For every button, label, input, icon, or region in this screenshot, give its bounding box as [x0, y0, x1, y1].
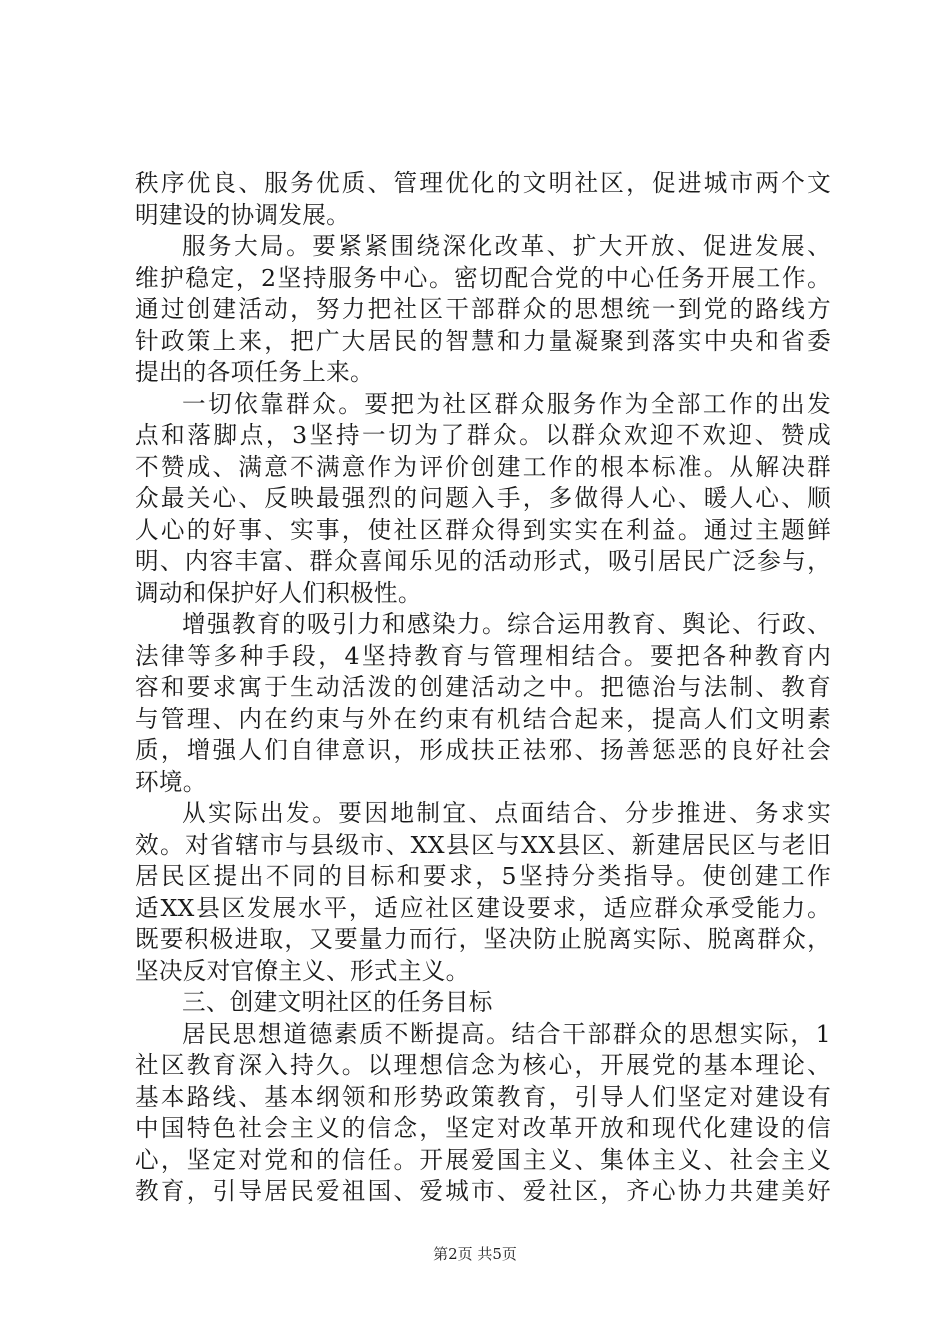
text-line: 居民思想道德素质不断提高。结合干部群众的思想实际，1	[182, 1019, 831, 1048]
text-line: 针政策上来，把广大居民的智慧和力量凝聚到落实中央和省委	[135, 326, 831, 355]
text-line: 基本路线、基本纲领和形势政策教育，引导人们坚定对建设有	[135, 1082, 831, 1111]
text-line: 人心的好事、实事，使社区群众得到实实在利益。通过主题鲜	[135, 515, 831, 544]
text-line: 不赞成、满意不满意作为评价创建工作的根本标准。从解决群	[135, 452, 831, 481]
text-line: 众最关心、反映最强烈的问题入手，多做得人心、暖人心、顺	[135, 484, 831, 512]
text-line: 教育，引导居民爱祖国、爱城市、爱社区，齐心协力共建美好	[135, 1177, 831, 1205]
text-line: 效。对省辖市与县级市、XX县区与XX县区、新建居民区与老旧	[135, 830, 831, 859]
section-heading: 三、创建文明社区的任务目标	[182, 988, 493, 1016]
text-line: 坚决反对官僚主义、形式主义。	[135, 956, 470, 985]
text-line: 一切依靠群众。要把为社区群众服务作为全部工作的出发	[182, 389, 831, 418]
page-number-footer: 第2页 共5页	[433, 1245, 517, 1263]
text-line: 质，增强人们自律意识，形成扶正祛邪、扬善惩恶的良好社会	[135, 736, 831, 764]
text-line: 通过创建活动，努力把社区干部群众的思想统一到党的路线方	[135, 295, 831, 323]
text-line: 提出的各项任务上来。	[135, 358, 374, 386]
text-line: 容和要求寓于生动活泼的创建活动之中。把德治与法制、教育	[135, 673, 831, 701]
text-line: 明建设的协调发展。	[135, 200, 351, 229]
text-line: 调动和保护好人们积极性。	[135, 578, 422, 607]
text-line: 增强教育的吸引力和感染力。综合运用教育、舆论、行政、	[182, 610, 831, 638]
text-line: 法律等多种手段，4坚持教育与管理相结合。要把各种教育内	[135, 641, 831, 670]
text-line: 秩序优良、服务优质、管理优化的文明社区，促进城市两个文	[135, 169, 831, 197]
text-line: 居民区提出不同的目标和要求，5坚持分类指导。使创建工作	[135, 862, 831, 890]
text-line: 服务大局。要紧紧围绕深化改革、扩大开放、促进发展、	[182, 232, 831, 260]
text-line: 中国特色社会主义的信念，坚定对改革开放和现代化建设的信	[135, 1114, 831, 1142]
text-line: 既要积极进取，又要量力而行，坚决防止脱离实际、脱离群众，	[135, 925, 831, 953]
text-line: 环境。	[135, 767, 207, 796]
text-line: 点和落脚点，3坚持一切为了群众。以群众欢迎不欢迎、赞成	[135, 421, 831, 449]
text-line: 适XX县区发展水平，适应社区建设要求，适应群众承受能力。	[135, 893, 831, 922]
text-line: 明、内容丰富、群众喜闻乐见的活动形式，吸引居民广泛参与，	[135, 547, 831, 575]
text-line: 从实际出发。要因地制宜、点面结合、分步推进、务求实	[182, 799, 831, 827]
text-line: 维护稳定，2坚持服务中心。密切配合党的中心任务开展工作。	[135, 263, 831, 292]
text-line: 心，坚定对党和的信任。开展爱国主义、集体主义、社会主义	[135, 1145, 831, 1174]
text-line: 与管理、内在约束与外在约束有机结合起来，提高人们文明素	[135, 704, 831, 733]
document-body	[135, 168, 831, 1208]
text-line: 社区教育深入持久。以理想信念为核心，开展党的基本理论、	[135, 1051, 831, 1079]
